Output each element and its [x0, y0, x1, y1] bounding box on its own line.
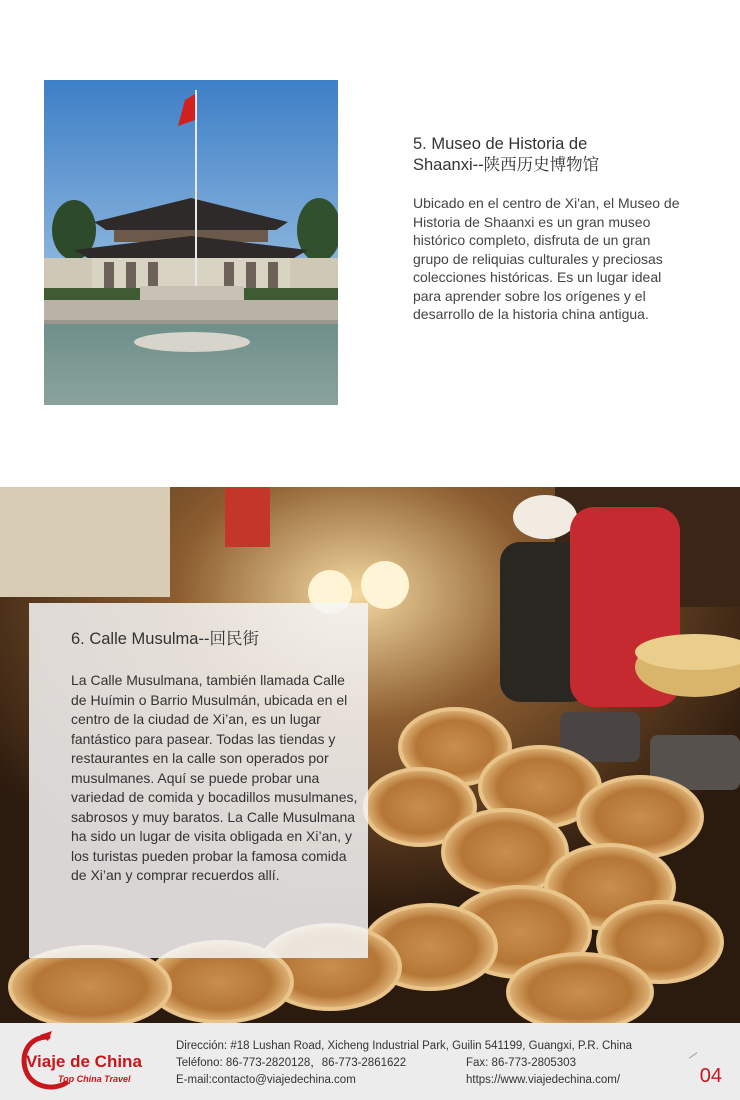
address-text: Dirección: #18 Lushan Road, Xicheng Industrial Park, Guilin 541199, Guangxi, P.R. China — [176, 1040, 633, 1052]
section6-title: 6. Calle Musulma--回民街 — [71, 630, 259, 648]
section6-body: La Calle Musulmana, también llamada Calle de Huímin o Barrio Musulmán, ubicada en el centro de la ciudad de Xi’an, es un lugar fantástico para pasear. Todas las tiendas y restaurantes en la calle son operados por musulmanes. Aquí se puede probar una variedad de comida y bocadillos musulmanes, sabrosos y muy baratos. La Calle Musulmana ha sido un lugar de visita obligada en Xi’an, y los turistas pueden probar la famosa comida de Xi’an y comprar recuerdos allí. — [71, 672, 358, 883]
fax-text: Fax: 86-773-2805303 — [466, 1057, 576, 1069]
contact-info — [176, 1038, 696, 1089]
footer — [0, 1023, 740, 1100]
website-link[interactable]: https://www.viajedechina.com/ — [466, 1074, 621, 1086]
section5-title-line1: 5. Museo de Historia de — [413, 135, 588, 153]
phone-text: Teléfono: 86-773-2820128，86-773-2861622 — [176, 1057, 407, 1069]
logo-subtext: Top China Travel — [58, 1074, 131, 1084]
section6-caption-box — [29, 603, 368, 958]
email-link[interactable]: E-mail:contacto@viajedechina.com — [176, 1074, 356, 1086]
museum-photo — [44, 80, 338, 405]
section5-body: Ubicado en el centro de Xi'an, el Museo de Historia de Shaanxi es un gran museo histórico completo, disfruta de un gran grupo de reliquias culturales y preciosas colecciones históricas. Es un lugar ideal para aprender sobre los orígenes y el desarrollo de la historia china antigua. — [413, 195, 680, 322]
page-number: 04 — [699, 1065, 722, 1087]
section5-title-line2: Shaanxi--陕西历史博物馆 — [413, 156, 600, 174]
brand-logo — [18, 1029, 158, 1093]
logo-text: Viaje de China — [26, 1052, 142, 1071]
section5-text — [413, 134, 683, 324]
section5-title — [413, 134, 683, 176]
